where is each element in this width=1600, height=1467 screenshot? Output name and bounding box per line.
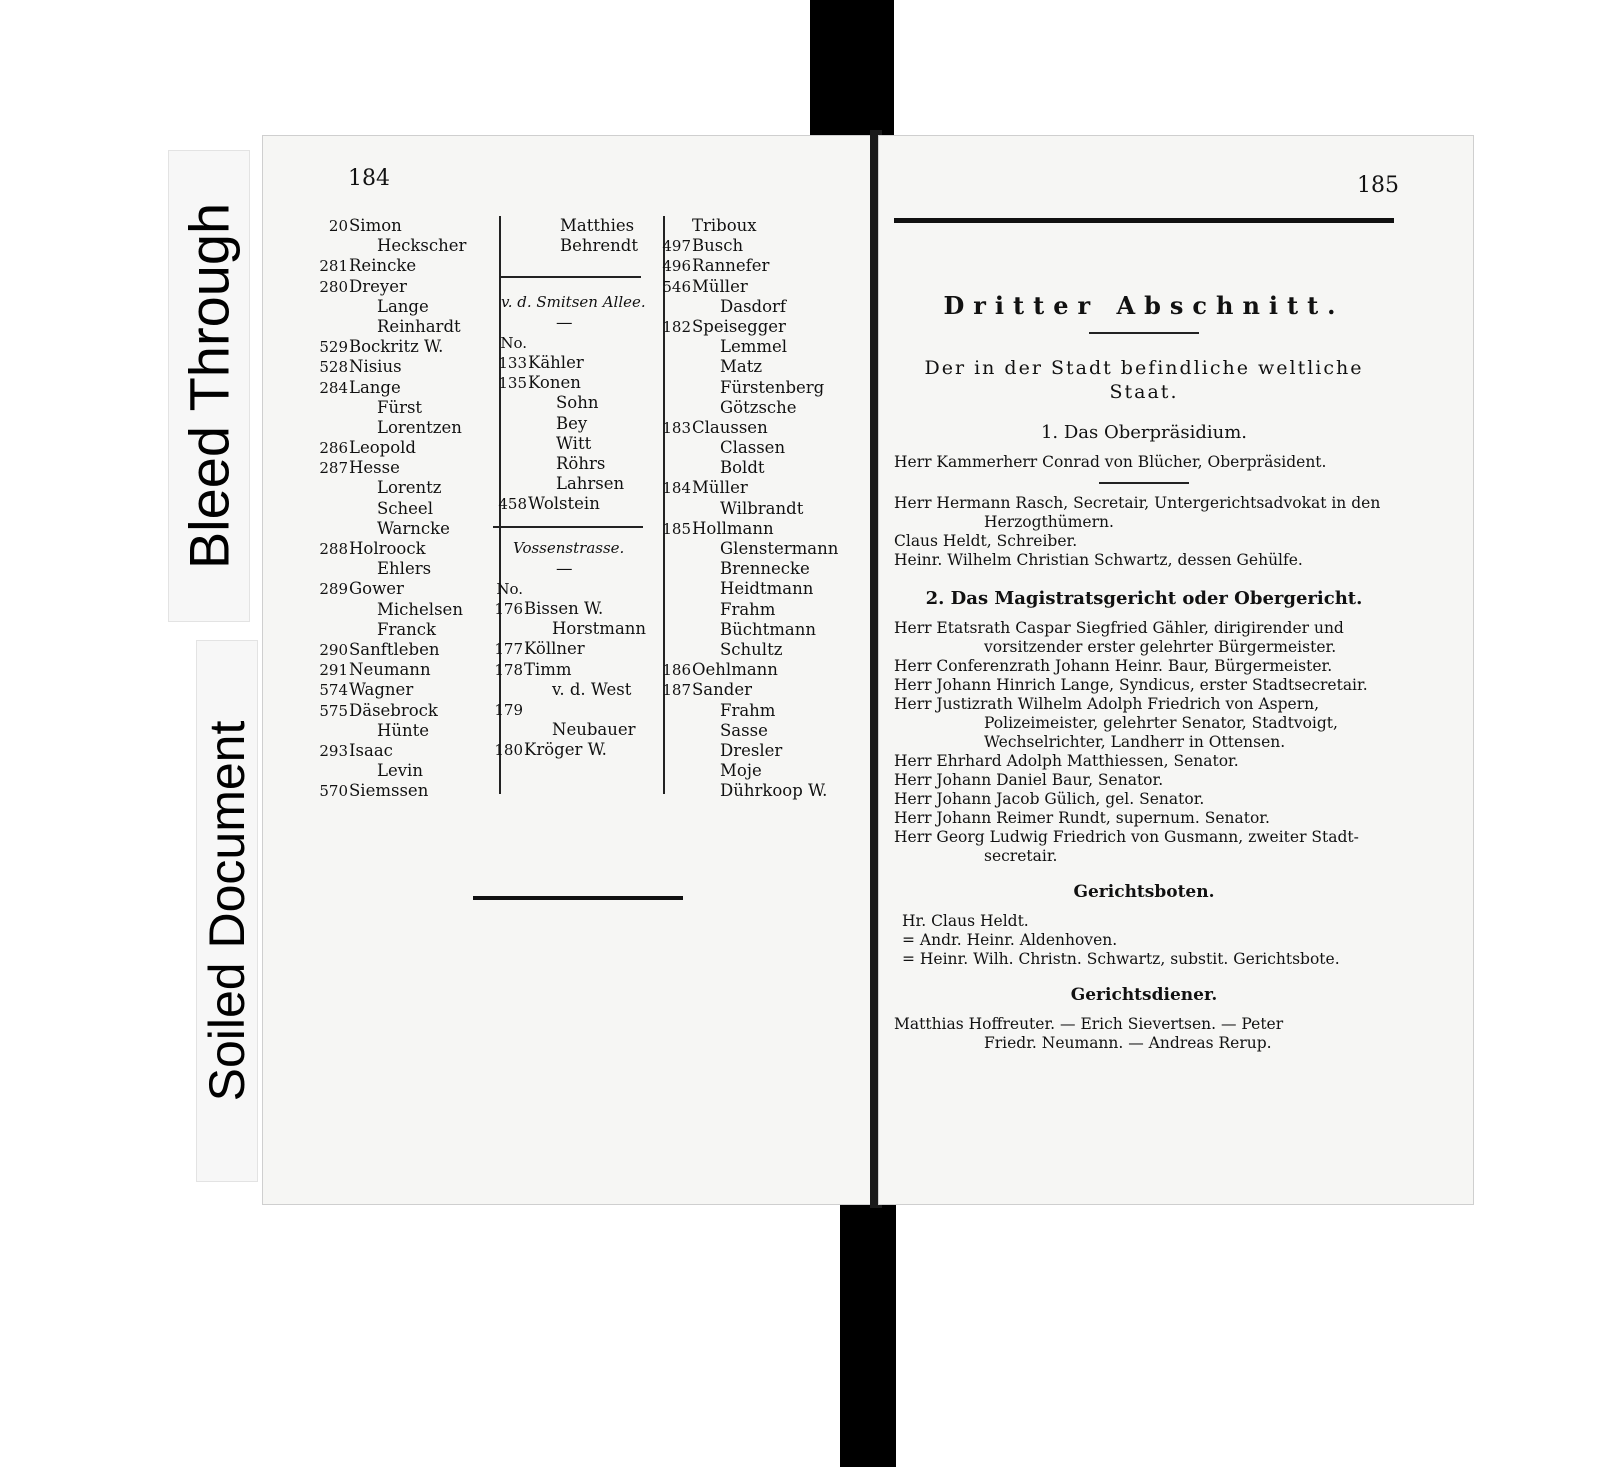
resident-name: Busch xyxy=(692,236,744,256)
page-number-left: 184 xyxy=(348,166,390,191)
house-number: 176 xyxy=(494,600,523,618)
column-c-entry xyxy=(661,499,846,519)
gerichtsdiener-line: Matthias Hoffreuter. — Erich Sievertsen. — Peter xyxy=(894,1015,1284,1033)
resident-name: Kähler xyxy=(528,352,584,372)
resident-name: Sohn xyxy=(556,393,599,413)
resident-name: Heidtmann xyxy=(720,579,814,599)
resident-name: Köllner xyxy=(524,639,585,659)
column-c-entry xyxy=(661,579,846,599)
magistratsgericht-line: Herr Johann Reimer Rundt, supernum. Senator. xyxy=(894,809,1270,827)
right-page xyxy=(878,135,1474,1205)
house-number: 20 xyxy=(328,217,348,235)
resident-name: Heckscher xyxy=(377,236,467,256)
column-a-entry xyxy=(318,741,488,761)
resident-name: Götzsche xyxy=(720,397,797,417)
resident-name: Neubauer xyxy=(552,720,636,740)
vossenstrasse-entry xyxy=(493,619,661,639)
column-a-entry xyxy=(318,680,488,700)
column-b-rule-2 xyxy=(493,526,643,528)
resident-name: Wagner xyxy=(349,680,414,700)
resident-name: Bey xyxy=(556,413,588,433)
column-c-entry xyxy=(661,721,846,741)
smitsen-allee-entry xyxy=(497,353,661,373)
column-a-entry xyxy=(318,721,488,741)
resident-name: Frahm xyxy=(720,700,776,720)
header-rule xyxy=(894,218,1394,223)
house-number: 135 xyxy=(498,374,527,393)
column-c-entry xyxy=(661,418,846,438)
bleed-through-label: Bleed Through xyxy=(177,202,241,570)
column-c-entry xyxy=(661,317,846,337)
column-a-entry xyxy=(318,579,488,599)
house-number: 287 xyxy=(319,459,348,478)
column-c-entry xyxy=(661,701,846,721)
smitsen-allee-entry xyxy=(497,393,661,413)
column-c-entry xyxy=(661,761,846,781)
house-number: 281 xyxy=(319,257,348,276)
house-number: 284 xyxy=(319,378,348,397)
resident-name: Leopold xyxy=(349,438,416,458)
column-a-entry xyxy=(318,337,488,357)
resident-name: Timm xyxy=(524,659,572,679)
resident-name: Müller xyxy=(692,276,748,296)
resident-name: Hesse xyxy=(349,458,400,478)
house-number: 291 xyxy=(319,661,348,680)
binder-clip-bottom xyxy=(840,1195,896,1467)
magistratsgericht-line: Herr Johann Daniel Baur, Senator. xyxy=(894,771,1164,789)
smitsen-allee-entry xyxy=(497,373,661,393)
column-c-entry xyxy=(661,478,846,498)
resident-name: Boldt xyxy=(720,458,765,478)
page-end-rule xyxy=(473,896,683,900)
resident-name: Moje xyxy=(720,761,762,781)
resident-name: Fürstenberg xyxy=(720,377,825,397)
column-a-entry xyxy=(318,559,488,579)
house-number: 574 xyxy=(319,681,348,700)
house-number: 290 xyxy=(319,640,348,659)
magistratsgericht-line: Polizeimeister, gelehrter Senator, Stadtvoigt, xyxy=(984,714,1338,732)
resident-name: Däsebrock xyxy=(349,700,438,720)
resident-name: Lahrsen xyxy=(556,474,625,494)
resident-name: Levin xyxy=(377,761,423,781)
oberpraesidium-staff-line: Herzogthümern. xyxy=(984,513,1114,531)
column-b-top-entry xyxy=(501,216,661,236)
oberpraesidium-staff-line: Heinr. Wilhelm Christian Schwartz, dessen Gehülfe. xyxy=(894,551,1303,569)
column-a-entry xyxy=(318,701,488,721)
column-a-entry xyxy=(318,398,488,418)
resident-name: Sanftleben xyxy=(349,639,440,659)
vossenstrasse-entry xyxy=(493,579,661,599)
column-c-entry xyxy=(661,236,846,256)
resident-name: Frahm xyxy=(720,599,776,619)
house-number: 180 xyxy=(494,741,523,760)
resident-name: Dreyer xyxy=(349,276,407,296)
column-c-entry xyxy=(661,297,846,317)
house-number: 288 xyxy=(319,540,348,558)
resident-name: v. d. West xyxy=(552,679,632,699)
resident-name: Rannefer xyxy=(692,256,770,276)
resident-name: Behrendt xyxy=(560,236,638,256)
subheading-line-1: Der in der Stadt befindliche weltliche xyxy=(924,357,1364,379)
resident-name: Brennecke xyxy=(720,559,810,579)
column-b xyxy=(491,216,661,761)
gerichtsdiener-title: Gerichtsdiener. xyxy=(1070,985,1218,1005)
smitsen-allee-entry xyxy=(497,494,661,514)
vossenstrasse-entry xyxy=(493,639,661,659)
resident-name: Bockritz W. xyxy=(349,337,444,357)
resident-name: Schultz xyxy=(720,639,783,659)
house-number: 184 xyxy=(662,479,691,498)
subheading-line-2: Staat. xyxy=(1109,381,1179,403)
magistratsgericht-line: vorsitzender erster gelehrter Bürgermeister. xyxy=(984,638,1337,656)
section-2-title: 2. Das Magistratsgericht oder Obergericht. xyxy=(925,588,1363,609)
column-a-entry xyxy=(318,499,488,519)
house-number: 528 xyxy=(319,358,348,377)
resident-name: Franck xyxy=(377,619,437,639)
column-a xyxy=(318,216,488,801)
column-c-entry xyxy=(661,438,846,458)
column-a-entry xyxy=(318,277,488,297)
resident-name: Fürst xyxy=(377,397,423,417)
column-a-entry xyxy=(318,236,488,256)
vossenstrasse-entry xyxy=(493,700,661,720)
column-a-entry xyxy=(318,458,488,478)
house-number: 497 xyxy=(662,237,691,256)
column-c-entry xyxy=(661,620,846,640)
resident-name: Claussen xyxy=(692,417,768,437)
resident-name: Triboux xyxy=(692,216,757,235)
resident-name: Wilbrandt xyxy=(720,498,804,518)
column-c-entry xyxy=(661,680,846,700)
resident-name: Müller xyxy=(692,478,748,498)
magistratsgericht-line: Herr Conferenzrath Johann Heinr. Baur, Bürgermeister. xyxy=(894,657,1333,675)
house-number: 178 xyxy=(494,660,523,679)
resident-name: Lange xyxy=(349,377,401,397)
dash-separator: — xyxy=(556,558,573,578)
resident-name: Dasdorf xyxy=(720,296,787,316)
resident-name: Classen xyxy=(720,438,786,458)
column-c-entry xyxy=(661,458,846,478)
house-number: 185 xyxy=(662,519,691,538)
house-number: 286 xyxy=(319,439,348,458)
resident-name: Hünte xyxy=(377,720,430,740)
smitsen-allee-entry xyxy=(497,414,661,434)
resident-name: Konen xyxy=(528,373,581,393)
smitsen-allee-entry xyxy=(497,474,661,494)
resident-name: Isaac xyxy=(349,740,393,760)
column-c-entry xyxy=(661,277,846,297)
column-a-entry xyxy=(318,478,488,498)
house-number: 289 xyxy=(319,580,348,599)
page-number-right: 185 xyxy=(1357,173,1399,198)
column-c-entry xyxy=(661,559,846,579)
resident-name: Wolstein xyxy=(528,494,600,514)
vossenstrasse-entry xyxy=(493,740,661,760)
column-a-entry xyxy=(318,660,488,680)
resident-name: Holroock xyxy=(349,539,426,558)
resident-name: Lorentzen xyxy=(377,417,462,437)
column-a-entry xyxy=(318,378,488,398)
column-c-entry xyxy=(661,600,846,620)
house-number: 458 xyxy=(498,495,527,514)
house-number: 186 xyxy=(662,661,691,680)
column-c-entry xyxy=(661,640,846,660)
dash-separator: — xyxy=(556,312,573,332)
resident-name: Michelsen xyxy=(377,599,463,619)
right-page-content xyxy=(894,206,1394,1053)
gerichtsboten-title: Gerichtsboten. xyxy=(1073,882,1215,902)
section-1-rule xyxy=(1099,482,1189,484)
column-c-entry xyxy=(661,539,846,559)
gerichtsdiener-line: Friedr. Neumann. — Andreas Rerup. xyxy=(984,1034,1272,1052)
resident-name: Lemmel xyxy=(720,337,788,357)
column-a-entry xyxy=(318,216,488,236)
vossenstrasse-entry xyxy=(493,599,661,619)
oberpraesidium-line: Herr Kammerherr Conrad von Blücher, Oberpräsident. xyxy=(894,453,1327,471)
soiled-document-stamp xyxy=(196,640,258,1182)
binder-clip-top xyxy=(810,0,894,135)
magistratsgericht-line: Herr Georg Ludwig Friedrich von Gusmann, zweiter Stadt- xyxy=(894,828,1359,846)
resident-name: Kröger W. xyxy=(524,740,607,760)
column-a-entry xyxy=(318,297,488,317)
resident-name: Bissen W. xyxy=(524,599,604,618)
magistratsgericht-line: Herr Johann Jacob Gülich, gel. Senator. xyxy=(894,790,1205,808)
magistratsgericht-line: Herr Etatsrath Caspar Siegfried Gähler, dirigirender und xyxy=(894,619,1344,637)
magistratsgericht-line: Herr Justizrath Wilhelm Adolph Friedrich von Aspern, xyxy=(894,695,1320,713)
house-number: 177 xyxy=(494,640,523,659)
resident-name: Glenstermann xyxy=(720,539,839,558)
magistratsgericht-line: Herr Johann Hinrich Lange, Syndicus, erster Stadtsecretair. xyxy=(894,676,1368,694)
resident-name: Dresler xyxy=(720,740,783,760)
house-number: 183 xyxy=(662,418,691,437)
column-c-entry xyxy=(661,398,846,418)
column-c-entry xyxy=(661,741,846,761)
resident-name: Röhrs xyxy=(556,453,606,473)
resident-name: Lange xyxy=(377,296,429,316)
resident-name: Matz xyxy=(720,357,763,377)
column-c-entry xyxy=(661,256,846,276)
gerichtsboten-line: = Andr. Heinr. Aldenhoven. xyxy=(902,931,1118,949)
column-a-entry xyxy=(318,438,488,458)
house-number: No. xyxy=(496,579,523,598)
street-name-smitsen-allee: v. d. Smitsen Allee. xyxy=(501,293,646,312)
column-a-entry xyxy=(318,781,488,801)
oberpraesidium-staff-line: Claus Heldt, Schreiber. xyxy=(894,532,1078,550)
street-name-vossenstrasse: Vossenstrasse. xyxy=(513,539,625,558)
house-number: 133 xyxy=(498,353,527,372)
column-c xyxy=(661,216,846,801)
house-number: 546 xyxy=(662,277,691,296)
resident-name: Siemssen xyxy=(349,781,429,801)
vossenstrasse-entry xyxy=(493,720,661,740)
column-a-entry xyxy=(318,519,488,539)
column-c-entry xyxy=(661,781,846,801)
magistratsgericht-line: Herr Ehrhard Adolph Matthiessen, Senator. xyxy=(894,752,1239,770)
house-number: 529 xyxy=(319,338,348,357)
resident-name: Hollmann xyxy=(692,518,774,538)
resident-name: Matthies xyxy=(560,216,635,235)
column-a-entry xyxy=(318,418,488,438)
resident-name: Reinhardt xyxy=(377,316,461,336)
resident-name: Lorentz xyxy=(377,478,442,498)
column-a-entry xyxy=(318,317,488,337)
gerichtsboten-line: Hr. Claus Heldt. xyxy=(902,912,1029,930)
smitsen-allee-entry xyxy=(497,434,661,454)
column-c-entry xyxy=(661,660,846,680)
column-a-entry xyxy=(318,357,488,377)
resident-name: Dührkoop W. xyxy=(720,781,828,801)
resident-name: Simon xyxy=(349,216,402,235)
house-number: 496 xyxy=(662,257,691,276)
house-number: 280 xyxy=(319,277,348,296)
resident-name: Nisius xyxy=(349,357,402,377)
column-c-entry xyxy=(661,378,846,398)
oberpraesidium-staff-line: Herr Hermann Rasch, Secretair, Untergerichtsadvokat in den xyxy=(894,494,1381,512)
heading-rule xyxy=(1089,332,1199,334)
resident-name: Neumann xyxy=(349,660,431,680)
house-number: 575 xyxy=(319,701,348,720)
resident-name: Oehlmann xyxy=(692,660,778,680)
house-number: 182 xyxy=(662,317,691,336)
resident-name: Ehlers xyxy=(377,559,432,579)
house-number: 293 xyxy=(319,741,348,760)
bleed-through-stamp xyxy=(168,150,250,622)
magistratsgericht-line: secretair. xyxy=(984,847,1058,865)
resident-name: Scheel xyxy=(377,498,433,518)
gerichtsboten-line: = Heinr. Wilh. Christn. Schwartz, substit. Gerichtsbote. xyxy=(902,950,1340,968)
soiled-document-label: Soiled Document xyxy=(199,720,255,1102)
section-heading: Dritter Abschnitt. xyxy=(943,291,1345,320)
resident-name: Sasse xyxy=(720,720,768,740)
column-c-entry xyxy=(661,337,846,357)
resident-name: Sander xyxy=(692,680,752,700)
smitsen-allee-entry xyxy=(497,454,661,474)
resident-name: Speisegger xyxy=(692,316,786,336)
house-number: 179 xyxy=(494,700,523,719)
column-c-entry xyxy=(661,519,846,539)
vossenstrasse-entry xyxy=(493,660,661,680)
left-page xyxy=(262,135,877,1205)
column-b-top-entry xyxy=(501,236,661,256)
column-a-entry xyxy=(318,761,488,781)
vossenstrasse-entry xyxy=(493,680,661,700)
resident-name: Witt xyxy=(556,433,592,453)
column-a-entry xyxy=(318,539,488,559)
magistratsgericht-line: Wechselrichter, Landherr in Ottensen. xyxy=(984,733,1286,751)
resident-name: Warncke xyxy=(377,518,450,538)
resident-name: Reincke xyxy=(349,256,417,276)
resident-name: Büchtmann xyxy=(720,619,816,639)
column-a-entry xyxy=(318,640,488,660)
column-c-entry xyxy=(661,357,846,377)
column-b-rule-1 xyxy=(501,276,641,278)
column-a-entry xyxy=(318,620,488,640)
column-c-entry xyxy=(661,216,846,236)
section-1-title: 1. Das Oberpräsidium. xyxy=(1040,422,1248,443)
house-number: No. xyxy=(500,333,527,352)
house-number: 570 xyxy=(319,782,348,801)
house-number: 187 xyxy=(662,681,691,700)
resident-name: Gower xyxy=(349,579,404,599)
column-a-entry xyxy=(318,256,488,276)
resident-name: Horstmann xyxy=(552,619,647,639)
smitsen-allee-entry xyxy=(497,333,661,353)
column-a-entry xyxy=(318,600,488,620)
